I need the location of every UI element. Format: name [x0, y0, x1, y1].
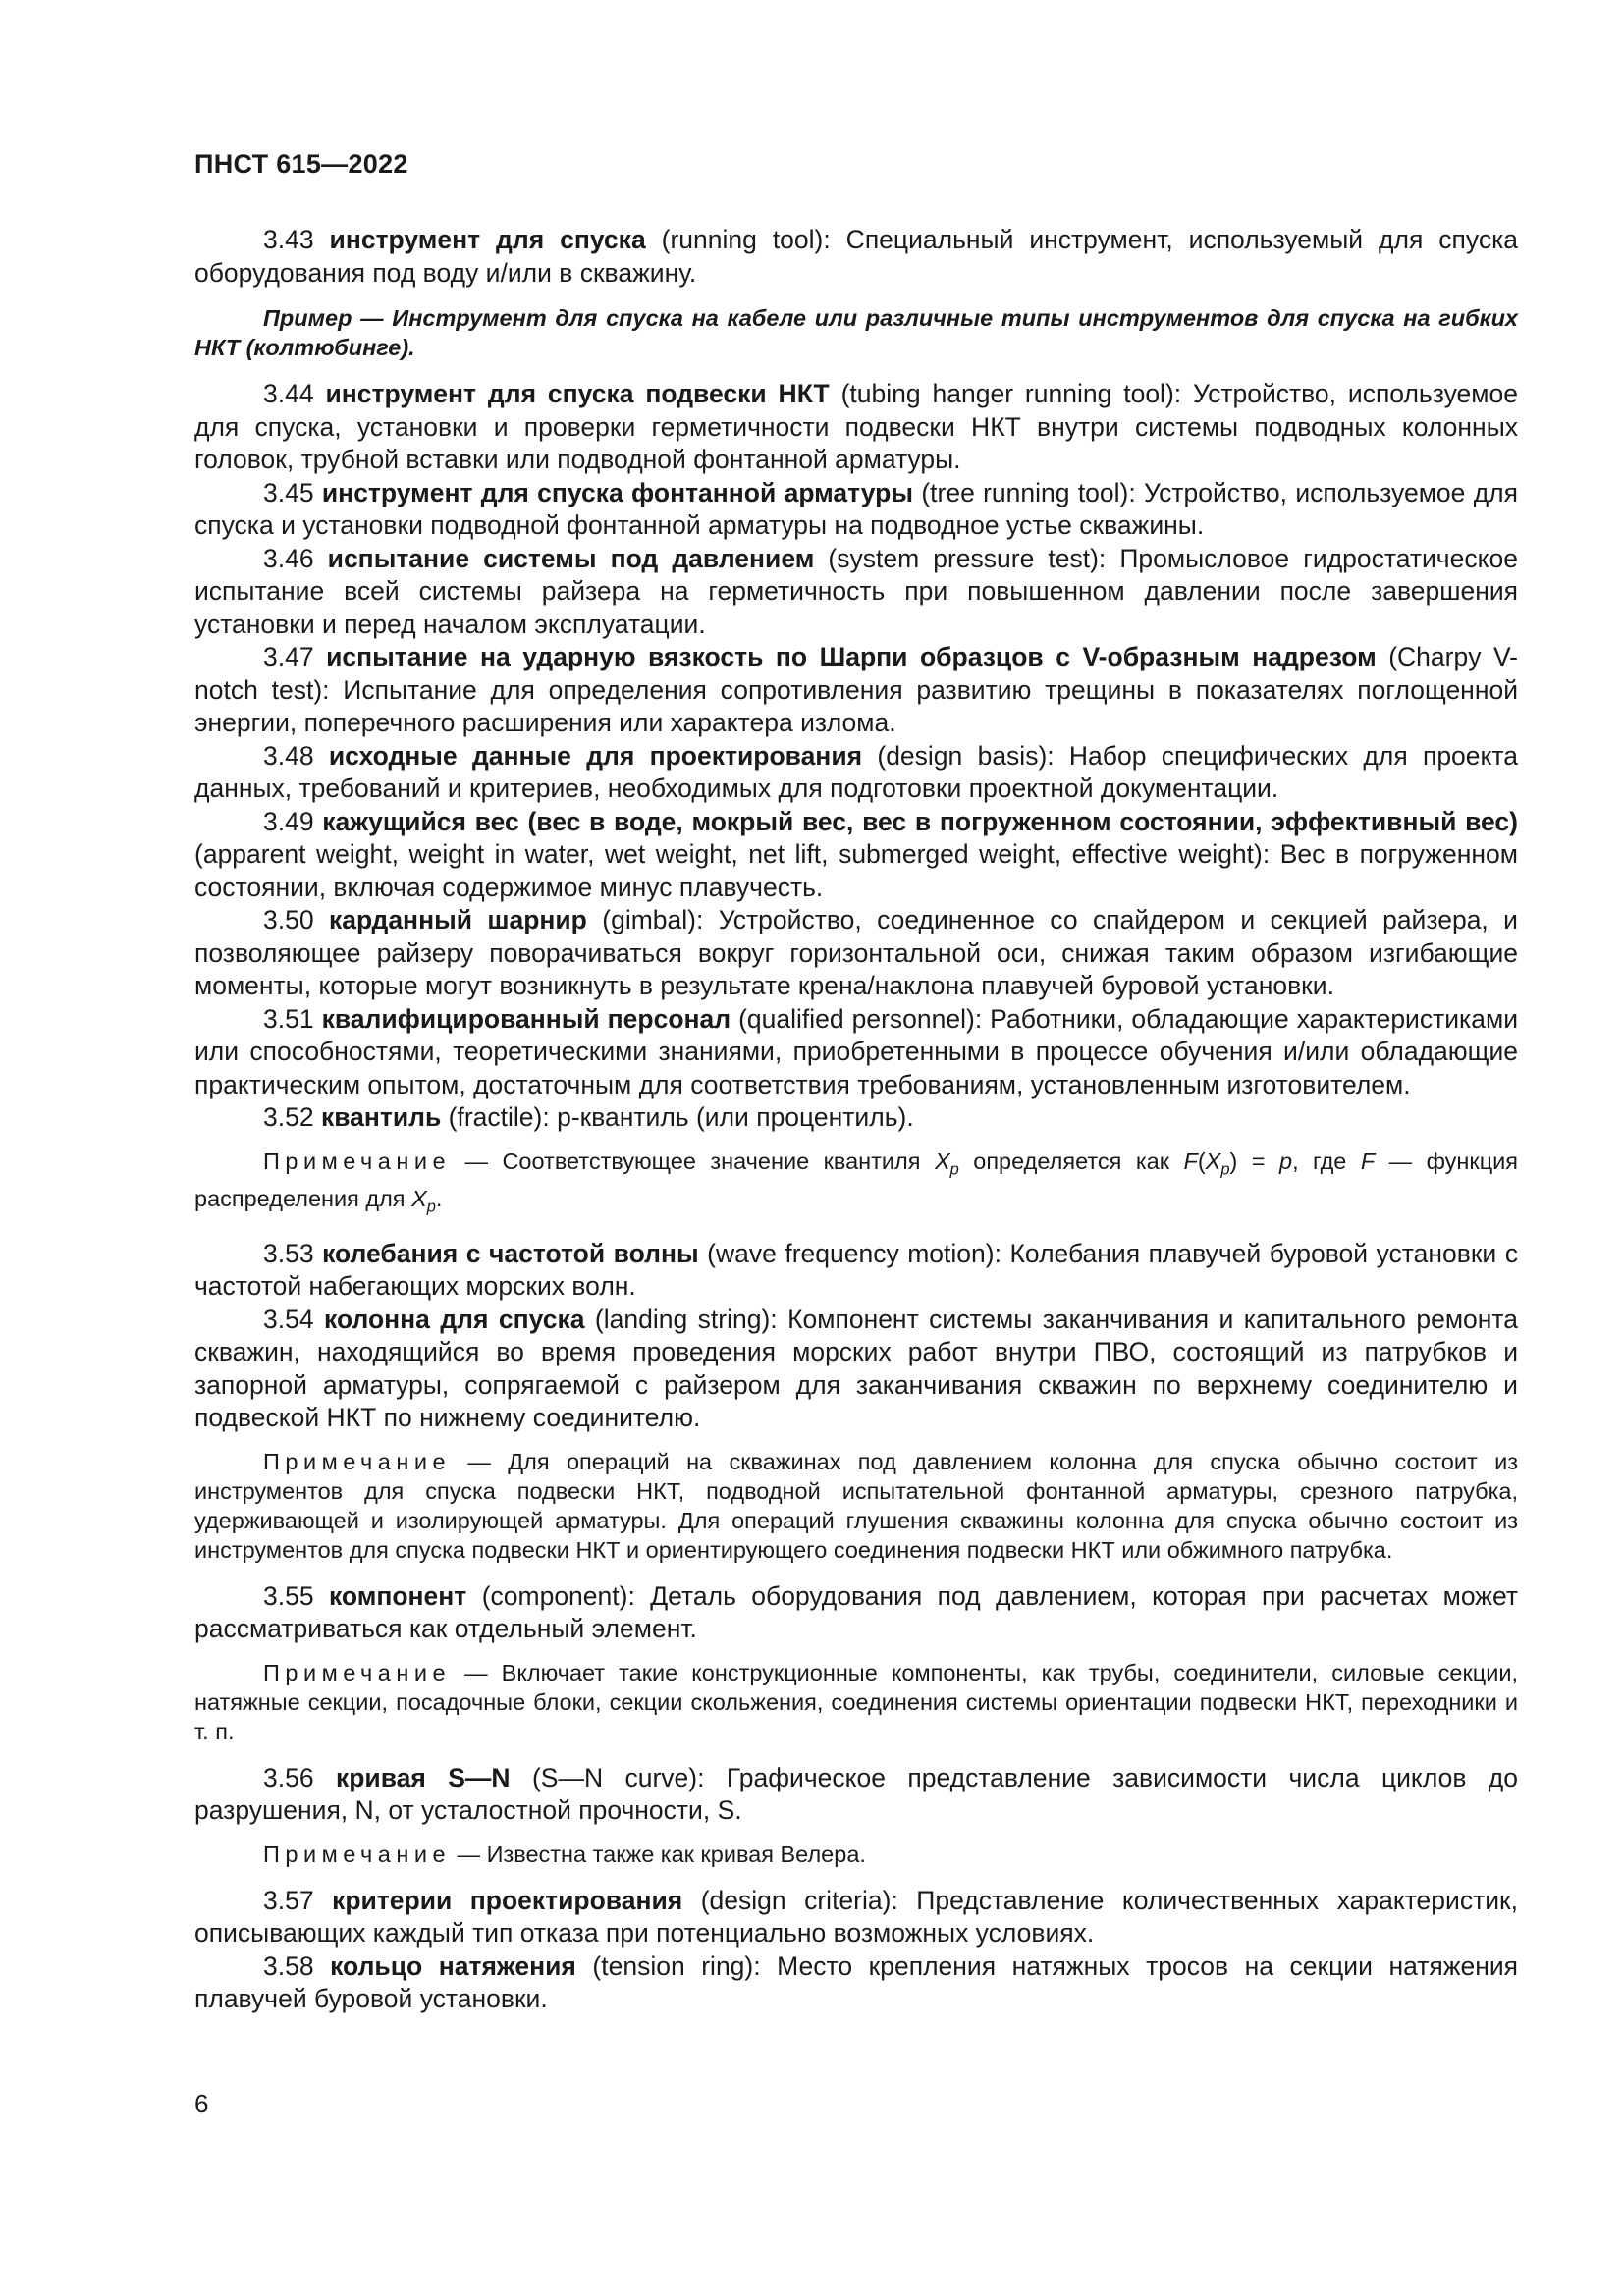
entry-term: кривая S—N — [335, 1762, 511, 1792]
entry-number: 3.55 — [263, 1580, 314, 1611]
entry-definition: (landing string): Компонент системы заканчивания и капитального ремонта скважин, находящийся во время проведения морских работ внутри ПВО, состоящий из патрубков и запорной арматуры, сопрягаемой с райзером для заканчивания скважин по верхнему соединителю и подвеской НКТ по нижнему соединителю. — [194, 1304, 1518, 1433]
note-3-52: Примечание — Соответствующее значение квантиля $X_p$ определяется как $F(X_p) = p$, где F — функция распределения для $X_p$. — [194, 1148, 1519, 1216]
entry-definition: (running tool): Специальный инструмент, используемый для спуска оборудования под воду и/или в скважину. — [194, 225, 1518, 288]
entry-term: испытание на ударную вязкость по Шарпи образцов с V-образным надрезом — [326, 642, 1377, 671]
entry-3-57 — [194, 1885, 1518, 1950]
entry-term: инструмент для спуска подвески НКТ — [325, 379, 830, 408]
entry-definition: (apparent weight, weight in water, wet weight, net lift, submerged weight, effective weight): Вес в погруженном состоянии, включая содержимое минус плавучесть. — [194, 839, 1518, 902]
entry-term: квантиль — [320, 1102, 442, 1132]
entry-3-53 — [194, 1238, 1518, 1304]
note-label: Примечание — [263, 1448, 452, 1474]
entry-3-52 — [194, 1101, 1518, 1135]
entry-3-55 — [194, 1580, 1518, 1646]
note-label: Примечание — [263, 1659, 452, 1685]
entry-3-44 — [194, 378, 1518, 477]
entry-term: компонент — [329, 1580, 467, 1611]
entry-3-58 — [194, 1950, 1518, 2016]
entry-definition: (tubing hanger running tool): Устройство, используемое для спуска, установки и проверки герметичности подвески НКТ внутри системы подводных колонных головок, трубной вставки или подводной фонтанной арматуры. — [194, 379, 1518, 474]
note-label: Примечание — [263, 1841, 452, 1867]
example-3-43: Пример — Инструмент для спуска на кабеле или различные типы инструментов для спуска на гибких НКТ (колтюбинге). — [194, 305, 1518, 360]
entry-number: 3.58 — [263, 1950, 314, 1981]
note-3-56: Примечание — Известна также как кривая Велера. — [263, 1841, 866, 1867]
note-3-55: Примечание — Включает такие конструкционные компоненты, как трубы, соединители, силовые секции, натяжные секции, посадочные блоки, секции скольжения, соединения системы ориентации подвески НКТ, переходники и т. п. — [194, 1659, 1518, 1744]
entry-3-48 — [194, 740, 1518, 806]
entry-term: колебания с частотой волны — [322, 1238, 699, 1268]
entry-3-56 — [194, 1762, 1518, 1828]
entry-number: 3.47 — [263, 642, 314, 671]
entry-3-47 — [194, 641, 1518, 740]
entry-number: 3.50 — [263, 905, 314, 934]
entry-3-50 — [194, 904, 1518, 1003]
entry-term: исходные данные для проектирования — [328, 740, 863, 771]
page-content — [194, 224, 1518, 2016]
entry-definition: (wave frequency motion): Колебания плавучей буровой установки с частотой набегающих морских волн. — [194, 1238, 1518, 1302]
entry-number: 3.52 — [263, 1102, 314, 1132]
entry-definition: (qualified personnel): Работники, обладающие характеристиками или способностями, теоретическими знаниями, приобретенными в процессе обучения и/или обладающие практическим опытом, достаточным для соответствия требованиям, установленным изготовителем. — [194, 1003, 1518, 1099]
page-number: 6 — [194, 2089, 209, 2118]
entry-definition: (system pressure test): Промысловое гидростатическое испытание всей системы райзера на герметичность при повышенном давлении после завершения установки и перед началом эксплуатации. — [194, 543, 1518, 639]
entry-definition: (design criteria): Представление количественных характеристик, описывающих каждый тип отказа при потенциально возможных условиях. — [194, 1885, 1518, 1949]
entry-term: испытание системы под давлением — [327, 543, 815, 573]
entry-definition: (component): Деталь оборудования под давлением, которая при расчетах может рассматриваться как отдельный элемент. — [194, 1580, 1518, 1644]
entry-3-46 — [194, 543, 1518, 642]
entry-number: 3.43 — [263, 225, 314, 254]
entry-definition: (S—N curve): Графическое представление зависимости числа циклов до разрушения, N, от усталостной прочности, S. — [194, 1762, 1518, 1826]
entry-3-54 — [194, 1304, 1518, 1435]
entry-term: кажущийся вес (вес в воде, мокрый вес, вес в погруженном состоянии, эффективный вес) — [322, 806, 1518, 836]
entry-number: 3.44 — [263, 379, 314, 408]
entry-number: 3.57 — [263, 1885, 314, 1915]
entry-number: 3.56 — [263, 1762, 314, 1792]
entry-3-49 — [194, 806, 1518, 905]
entry-definition: (gimbal): Устройство, соединенное со спайдером и секцией райзера, и позволяющее райзеру поворачиваться вокруг горизонтальной оси, снижая таким образом изгибающие моменты, которые могут возникнуть в результате крена/наклона плавучей буровой установки. — [194, 905, 1518, 1000]
entry-term: инструмент для спуска — [329, 225, 646, 254]
entry-term: критерии проектирования — [332, 1885, 683, 1915]
note-3-54: Примечание — Для операций на скважинах под давлением колонна для спуска обычно состоит из инструментов для спуска подвески НКТ, подводной испытательной фонтанной арматуры, срезного патрубка, удерживающей и изолирующей арматуры. Для операций глушения скважины колонна для спуска обычно состоит из инструментов для спуска подвески НКТ и ориентирующего соединения подвески НКТ или обжимного патрубка. — [194, 1448, 1518, 1563]
entry-number: 3.54 — [263, 1304, 314, 1334]
entry-definition: (Charpy V-notch test): Испытание для определения сопротивления развитию трещины в показателях поглощенной энергии, поперечного расширения или характера излома. — [194, 642, 1519, 737]
entry-number: 3.48 — [263, 740, 314, 771]
entry-definition: (design basis): Набор специфических для проекта данных, требований и критериев, необходимых для подготовки проектной документации. — [194, 740, 1518, 803]
entry-term: колонна для спуска — [324, 1304, 585, 1334]
entry-definition: (tree running tool): Устройство, используемое для спуска и установки подводной фонтанной арматуры на подводное устье скважины. — [194, 477, 1518, 540]
entry-3-51 — [194, 1003, 1518, 1102]
entry-term: инструмент для спуска фонтанной арматуры — [321, 477, 914, 507]
entry-number: 3.46 — [263, 543, 314, 573]
entry-number: 3.49 — [263, 806, 314, 836]
entry-number: 3.45 — [263, 477, 314, 507]
entry-3-45 — [194, 477, 1518, 543]
note-label: Примечание — [263, 1148, 452, 1174]
entry-definition: (tension ring): Место крепления натяжных тросов на секции натяжения плавучей буровой установки. — [194, 1950, 1518, 2014]
standard-header: ПНСТ 615—2022 — [194, 149, 408, 179]
entry-term: квалифицированный персонал — [321, 1003, 731, 1034]
entry-number: 3.53 — [263, 1238, 314, 1268]
entry-number: 3.51 — [263, 1003, 314, 1034]
entry-3-43 — [194, 224, 1518, 290]
entry-term: кольцо натяжения — [330, 1950, 576, 1981]
entry-term: карданный шарнир — [328, 905, 587, 934]
entry-definition: (fractile): p-квантиль (или процентиль). — [441, 1102, 914, 1132]
